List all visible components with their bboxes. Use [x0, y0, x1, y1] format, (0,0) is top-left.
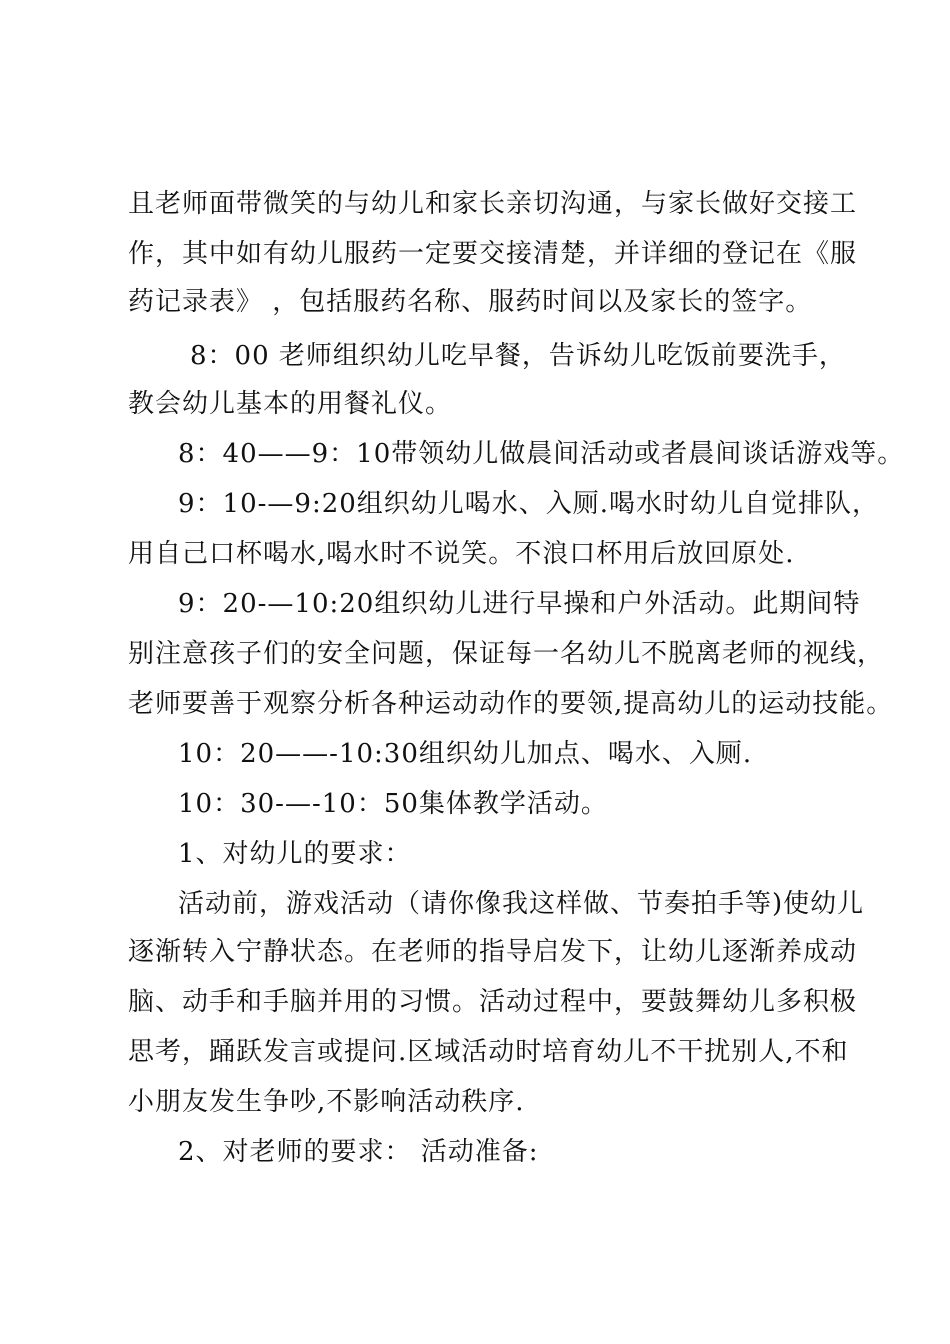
text-line: 10：20——-10:30组织幼儿加点、喝水、入厕. — [178, 739, 753, 769]
text-line: 老师要善于观察分析各种运动动作的要领,提高幼儿的运动技能。 — [128, 689, 894, 719]
text-line: 小朋友发生争吵,不影响活动秩序. — [128, 1087, 525, 1117]
text-line: 1、对幼儿的要求： — [178, 839, 412, 869]
text-line: 10：30-—-10：50集体教学活动。 — [178, 789, 608, 819]
text-line: 别注意孩子们的安全问题，保证每一名幼儿不脱离老师的视线， — [128, 639, 885, 669]
text-line: 脑、动手和手脑并用的习惯。活动过程中，要鼓舞幼儿多积极 — [128, 987, 858, 1017]
text-line: 9：10-—9:20组织幼儿喝水、入厕.喝水时幼儿自觉排队， — [178, 489, 880, 519]
text-line: 逐渐转入宁静状态。在老师的指导启发下，让幼儿逐渐养成动 — [128, 937, 858, 967]
text-line: 思考，踊跃发言或提问.区域活动时培育幼儿不干扰别人,不和 — [128, 1037, 849, 1067]
text-line: 药记录表》 ，包括服药名称、服药时间以及家长的签字。 — [128, 287, 813, 317]
text-line: 用自己口杯喝水,喝水时不说笑。不浪口杯用后放回原处. — [128, 539, 795, 569]
text-line: 活动前，游戏活动（请你像我这样做、节奏拍手等)使幼儿 — [178, 889, 865, 919]
text-line: 且老师面带微笑的与幼儿和家长亲切沟通，与家长做好交接工 — [128, 189, 858, 219]
text-line: 9：20-—10:20组织幼儿进行早操和户外活动。此期间特 — [178, 589, 861, 619]
text-line: 8：00 老师组织幼儿吃早餐，告诉幼儿吃饭前要洗手， — [190, 341, 846, 371]
text-line: 8：40——9：10带领幼儿做晨间活动或者晨间谈话游戏等。 — [178, 439, 905, 469]
text-line: 作，其中如有幼儿服药一定要交接清楚，并详细的登记在《服 — [128, 239, 858, 269]
text-line: 2、对老师的要求： 活动准备: — [178, 1137, 539, 1167]
text-line: 教会幼儿基本的用餐礼仪。 — [128, 389, 453, 419]
